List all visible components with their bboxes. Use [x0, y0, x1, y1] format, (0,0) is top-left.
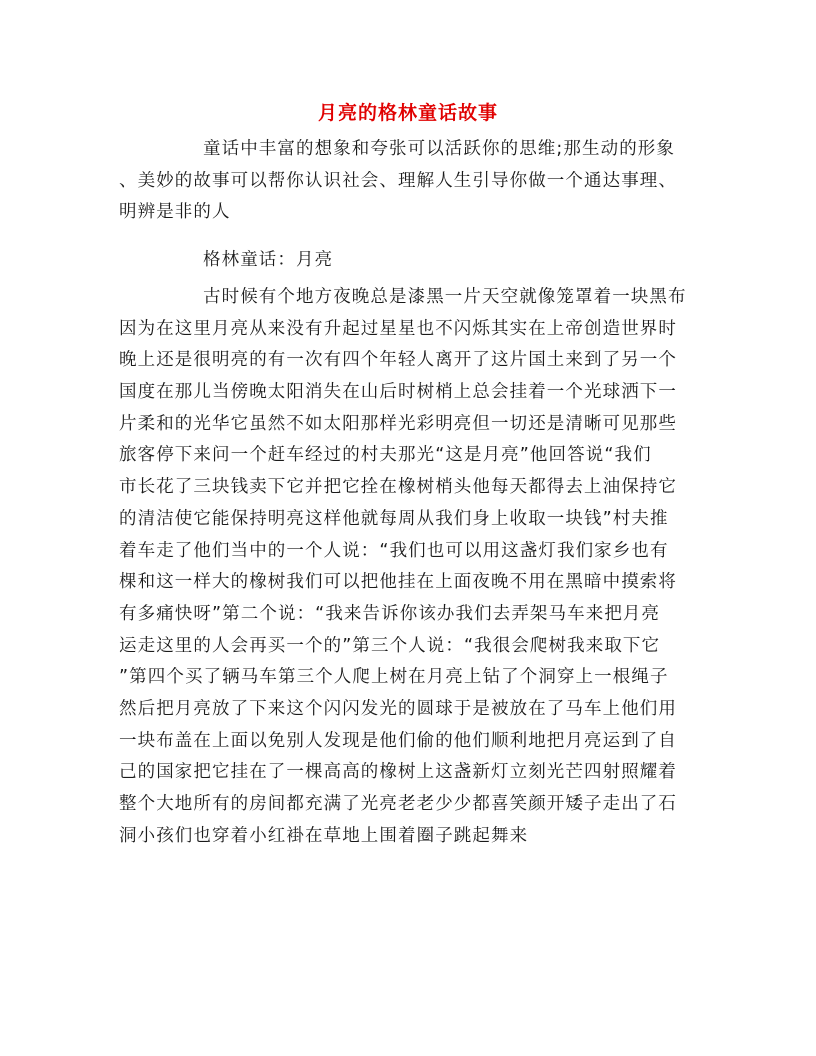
intro-line: 童话中丰富的想象和夸张可以活跃你的思维;那生动的形象 [203, 139, 675, 159]
story-line: 整个大地所有的房间都充满了光亮老老少少都喜笑颜开矮子走出了石 [119, 794, 677, 814]
intro-line: 、美妙的故事可以帮你认识社会、理解人生引导你做一个通达事理、 [119, 170, 677, 191]
story-line: 片柔和的光华它虽然不如太阳那样光彩明亮但一切还是清晰可见那些 [119, 413, 677, 434]
story-line: 棵和这一样大的橡树我们可以把他挂在上面夜晚不用在黑暗中摸索将 [119, 572, 677, 593]
story-line: 己的国家把它挂在了一棵高高的橡树上这盏新灯立刻光芒四射照耀着 [119, 762, 677, 783]
story-line: 运走这里的人会再买一个的”第三个人说：“我很会爬树我来取下它 [119, 635, 661, 656]
story-line: 旅客停下来问一个赶车经过的村夫那光“这是月亮”他回答说“我们 [119, 445, 652, 466]
story-line: 有多痛快呀”第二个说：“我来告诉你该办我们去弄架马车来把月亮 [119, 603, 661, 624]
story-line: 晚上还是很明亮的有一次有四个年轻人离开了这片国土来到了另一个 [119, 350, 677, 371]
subtitle: 格林童话：月亮 [203, 250, 334, 270]
subtitle-paragraph [119, 245, 699, 277]
story-line: 国度在那儿当傍晚太阳消失在山后时树梢上总会挂着一个光球洒下一 [119, 382, 677, 403]
story-line: 着车走了他们当中的一个人说：“我们也可以用这盏灯我们家乡也有 [119, 540, 669, 561]
story-line: 一块布盖在上面以免别人发现是他们偷的他们顺利地把月亮运到了自 [119, 730, 677, 751]
story-line: 洞小孩们也穿着小红褂在草地上围着圈子跳起舞来 [119, 825, 529, 846]
story-line: ”第四个买了辆马车第三个人爬上树在月亮上钻了个洞穿上一根绳子 [119, 667, 669, 688]
intro-paragraph [119, 134, 699, 229]
story-line: 古时候有个地方夜晚总是漆黑一片天空就像笼罩着一块黑布 [203, 287, 687, 307]
story-line: 因为在这里月亮从来没有升起过星星也不闪烁其实在上帝创造世界时 [119, 318, 677, 339]
story-line: 的清洁使它能保持明亮这样他就每周从我们身上收取一块钱”村夫推 [119, 508, 669, 529]
document-title: 月亮的格林童话故事 [317, 102, 498, 124]
story-line: 市长花了三块钱卖下它并把它拴在橡树梢头他每天都得去上油保持它 [119, 477, 677, 498]
intro-line: 明辨是非的人 [119, 202, 231, 223]
story-paragraph [119, 282, 699, 852]
story-line: 然后把月亮放了下来这个闪闪发光的圆球于是被放在了马车上他们用 [119, 698, 677, 719]
